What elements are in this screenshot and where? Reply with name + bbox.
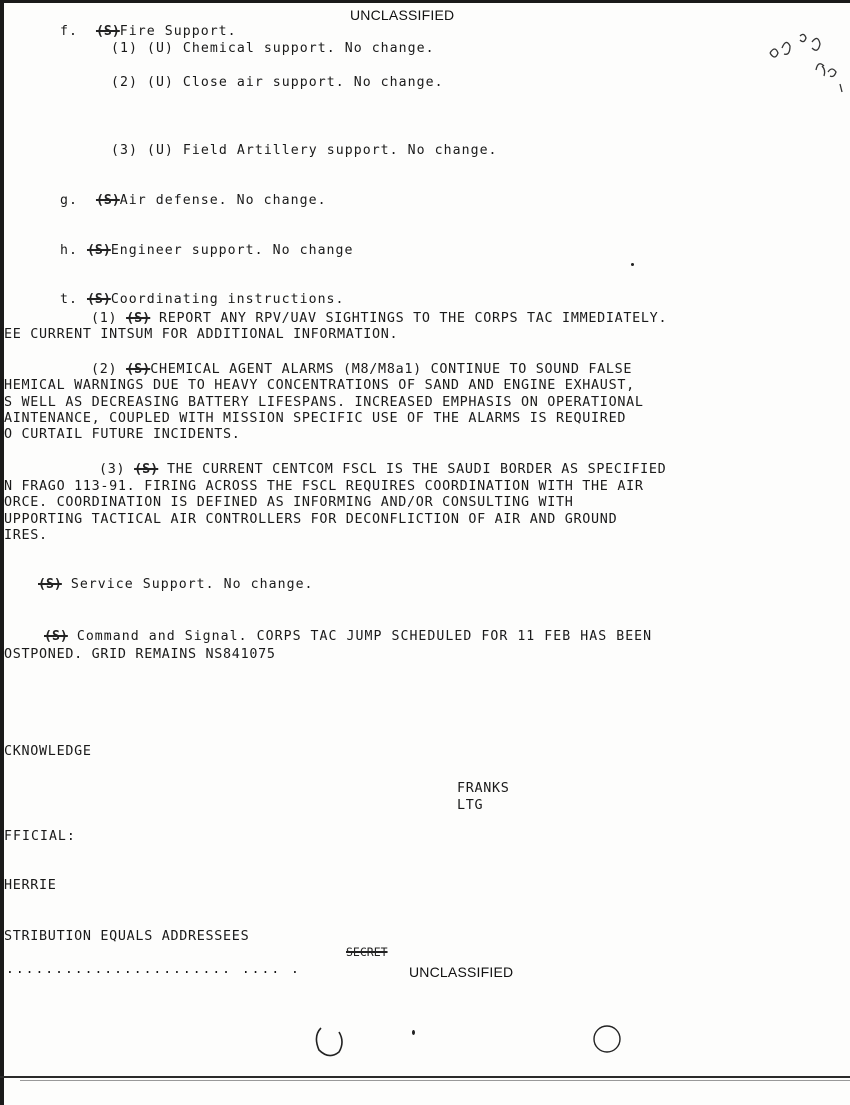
section-f-item-2: (2) (U) Close air support. No change. [111, 75, 444, 90]
section-g-label: g. [60, 193, 78, 208]
secret-stamp-text: SECRET [346, 945, 388, 959]
section-f-label: f. [60, 24, 78, 39]
section-f-title: Fire Support. [119, 24, 237, 39]
section-g-text: Air defense. No change. [119, 193, 327, 208]
signer-rank: LTG [457, 798, 484, 813]
header-classification: UNCLASSIFIED [350, 7, 455, 23]
section-t-title: Coordinating instructions. [110, 292, 345, 307]
instruction-2-number: (2) [91, 362, 118, 377]
scan-speck [631, 263, 634, 266]
scan-edge-bottom [0, 1076, 850, 1078]
service-support-struck-mark: (S) [38, 577, 62, 592]
command-signal-struck-mark: (S) [44, 629, 68, 644]
instruction-2-line-3: S WELL AS DECREASING BATTERY LIFESPANS. INCREASED EMPHASIS ON OPERATIONAL [4, 395, 644, 410]
section-h [60, 243, 354, 258]
instruction-2-line-1 [91, 362, 632, 377]
instruction-3-line-5: IRES. [4, 528, 48, 543]
command-signal-line-2: OSTPONED. GRID REMAINS NS841075 [4, 647, 276, 662]
section-h-text: Engineer support. No change [110, 243, 354, 258]
instruction-2-line-4: AINTENANCE, COUPLED WITH MISSION SPECIFIC USE OF THE ALARMS IS REQUIRED [4, 411, 627, 426]
acknowledge-line: CKNOWLEDGE [4, 744, 92, 759]
service-support [38, 577, 314, 592]
section-f-struck-mark: (S) [95, 24, 120, 39]
instruction-3-line-1 [99, 462, 666, 477]
scan-edge-bottom-faint [20, 1080, 850, 1081]
handwritten-annotation [760, 28, 850, 98]
instruction-1-line-2: EE CURRENT INTSUM FOR ADDITIONAL INFORMATION. [4, 327, 399, 342]
instruction-2-text: CHEMICAL AGENT ALARMS (M8/M8a1) CONTINUE TO SOUND FALSE [150, 362, 633, 377]
instruction-1-number: (1) [91, 311, 118, 326]
section-g-struck-mark: (S) [95, 193, 120, 208]
instruction-3-line-2: N FRAGO 113-91. FIRING ACROSS THE FSCL REQUIRES COORDINATION WITH THE AIR [4, 479, 644, 494]
leader-dots: ....................... .... . [6, 962, 301, 977]
instruction-2-struck-mark: (S) [126, 362, 151, 377]
instruction-2-line-2: HEMICAL WARNINGS DUE TO HEAVY CONCENTRATIONS OF SAND AND ENGINE EXHAUST, [4, 378, 635, 393]
signer-name: FRANKS [457, 781, 510, 796]
official-label: FFICIAL: [4, 829, 76, 844]
section-f-item-3: (3) (U) Field Artillery support. No change. [111, 143, 498, 158]
section-h-struck-mark: (S) [86, 243, 111, 258]
section-g [60, 193, 327, 208]
section-t-heading [60, 292, 345, 307]
section-f-item-1: (1) (U) Chemical support. No change. [111, 41, 435, 56]
section-f-heading [60, 24, 237, 39]
instruction-3-text: THE CURRENT CENTCOM FSCL IS THE SAUDI BORDER AS SPECIFIED [167, 462, 667, 477]
instruction-1-text: REPORT ANY RPV/UAV SIGHTINGS TO THE CORPS TAC IMMEDIATELY. [159, 311, 668, 326]
instruction-3-number: (3) [99, 462, 126, 477]
instruction-3-line-3: ORCE. COORDINATION IS DEFINED AS INFORMING AND/OR CONSULTING WITH [4, 495, 574, 510]
official-name: HERRIE [4, 878, 57, 893]
footer-classification: UNCLASSIFIED [409, 964, 514, 980]
distribution-line: STRIBUTION EQUALS ADDRESSEES [4, 929, 250, 944]
secret-stamp [346, 945, 388, 959]
scan-speck-2 [412, 1030, 415, 1035]
binder-hole-left [313, 1024, 347, 1060]
command-signal-text: Command and Signal. CORPS TAC JUMP SCHEDULED FOR 11 FEB HAS BEEN [76, 629, 653, 644]
command-signal-line-1 [44, 629, 652, 644]
section-t-struck-mark: (S) [86, 292, 111, 307]
instruction-1-line-1 [91, 311, 667, 326]
section-t-label: t. [60, 292, 78, 307]
scan-edge-top [0, 0, 850, 3]
service-support-text: Service Support. No change. [70, 577, 314, 592]
instruction-3-struck-mark: (S) [134, 462, 159, 477]
section-h-label: h. [60, 243, 78, 258]
instruction-2-line-5: O CURTAIL FUTURE INCIDENTS. [4, 427, 241, 442]
binder-hole-right [590, 1022, 624, 1056]
instruction-3-line-4: UPPORTING TACTICAL AIR CONTROLLERS FOR DECONFLICTION OF AIR AND GROUND [4, 512, 618, 527]
instruction-1-struck-mark: (S) [126, 311, 151, 326]
